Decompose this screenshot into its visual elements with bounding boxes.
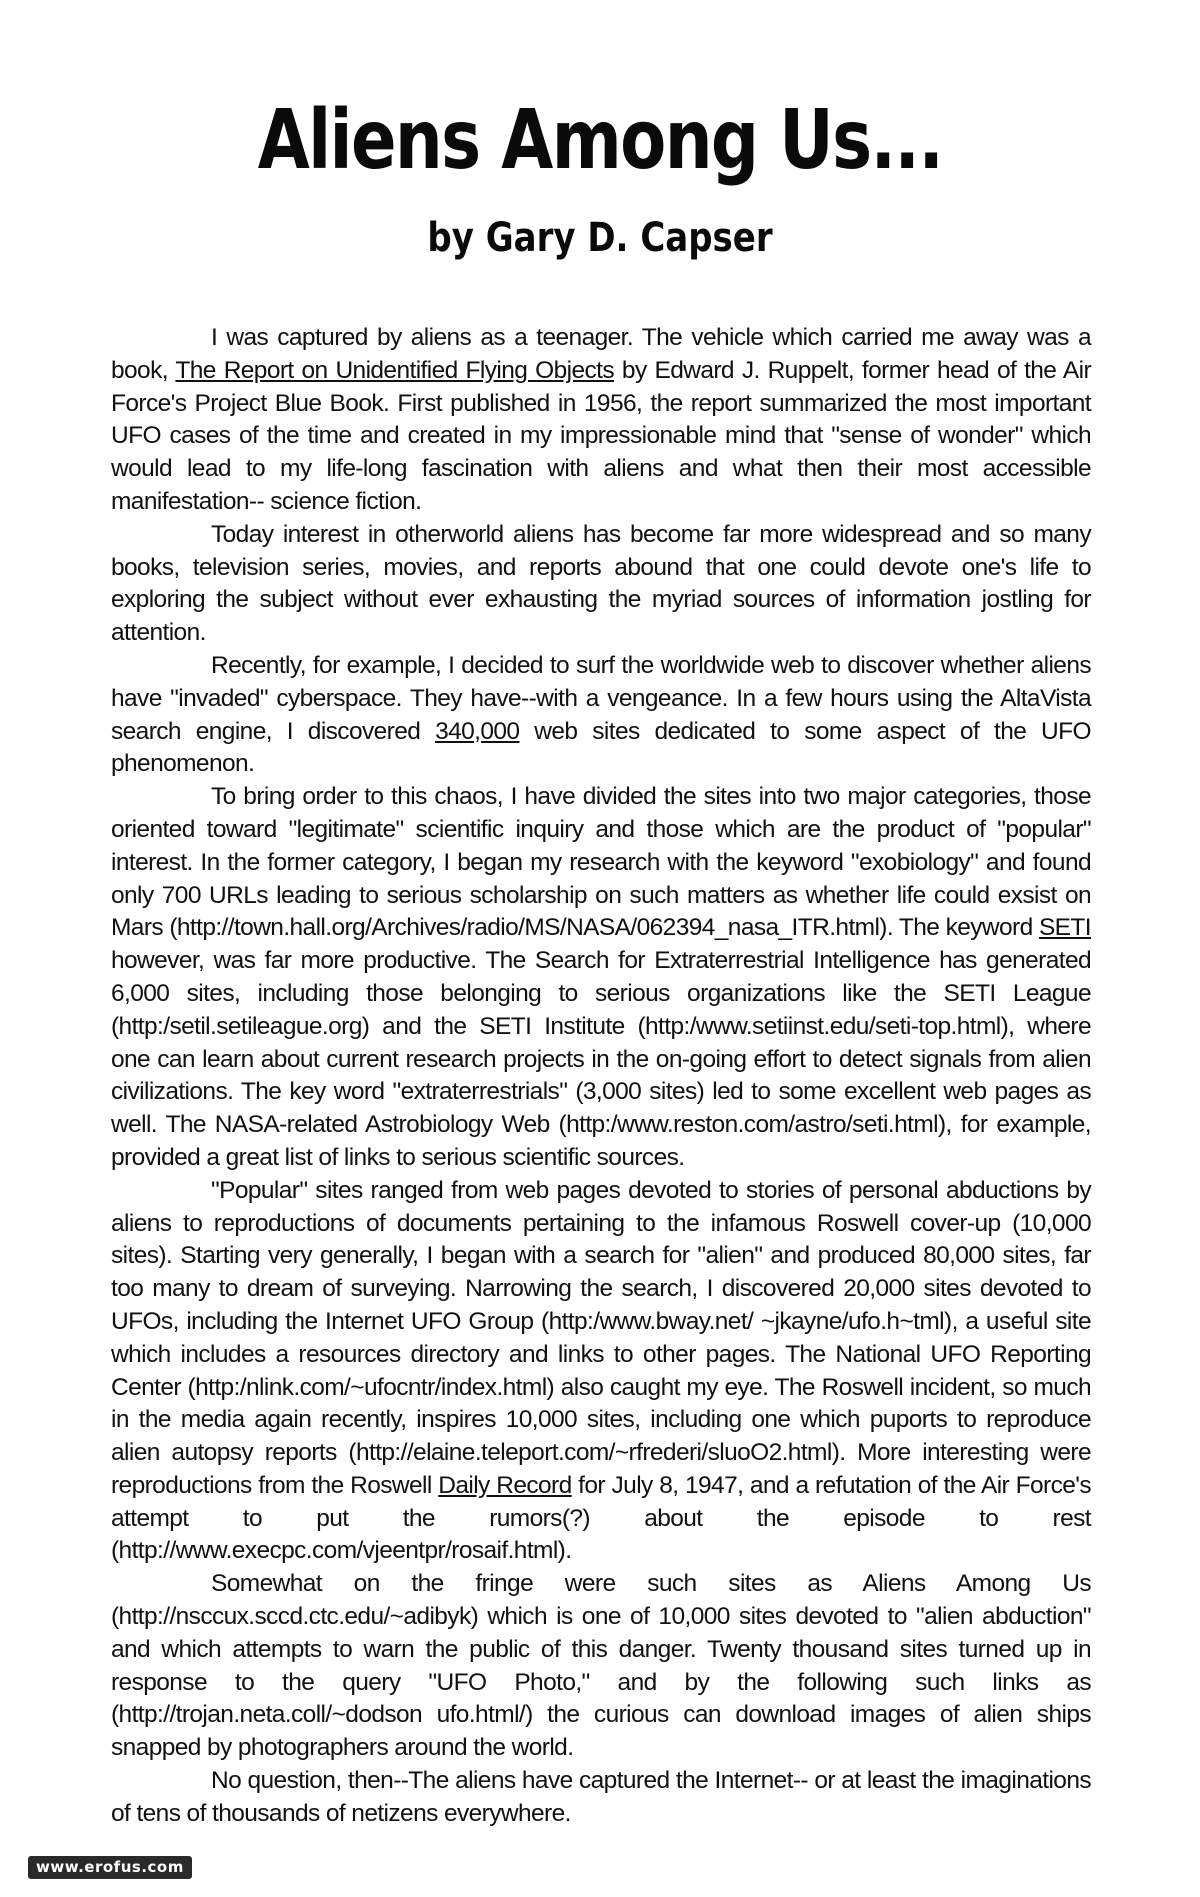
paragraph-3: Recently, for example, I decided to surf the worldwide web to discover whether aliens have "invaded" cyberspace. They have--with a vengeance. In a few hours using the AltaVista search engine, I discovered 340,000 web sites dedicated to some aspect of the UFO phenomenon. bbox=[111, 651, 1091, 778]
article-byline: by Gary D. Capser bbox=[427, 215, 773, 261]
site-count: 340,000 bbox=[435, 717, 520, 745]
paragraph-1: I was captured by aliens as a teenager. The vehicle which carried me away was a book, The Report on Unidentified Flying Objects by Edward J. Ruppelt, former head of the Air Force's Project Blue Book. First published in 1956, the report summarized the most important UFO cases of the time and created in my impressionable mind that "sense of wonder" which would lead to my life-long fascination with aliens and what then their most accessible manifestation-- science fiction. bbox=[111, 324, 1092, 515]
article-title: Aliens Among Us... bbox=[257, 93, 943, 188]
watermark: www.erofus.com bbox=[28, 1856, 192, 1879]
paragraph-4: To bring order to this chaos, I have divided the sites into two major categories, those oriented toward "legitimate" scientific inquiry and those which are the product of "popular" interest. In the former category, I began my research with the keyword "exobiology" and found only 700 URLs leading to serious scholarship on such matters as whether life could exsist on Mars (http://town.hall.org/Archives/radio/MS/NASA/062394_nasa_ITR.html). The keyword SETI however, was far more productive. The Search for Extraterrestrial Intelligence has generated 6,000 sites, including those belonging to serious organizations like the SETI League (http:/setil.setileague.org) and the SETI Institute (http:/www.setiinst.edu/seti-top.html), where one can learn about current research projects in the on-going effort to detect signals from alien civilizations. The key word "extraterrestrials" (3,000 sites) led to some excellent web pages as well. The NASA-related Astrobiology Web (http:/www.reston.com/astro/seti.html), for example, provided a great list of links to serious scientific sources. bbox=[111, 783, 1091, 1171]
book-title: The Report on Unidentified Flying Objects bbox=[175, 356, 615, 384]
paragraph-5: "Popular" sites ranged from web pages devoted to stories of personal abductions by aliens to reproductions of documents pertaining to the infamous Roswell cover-up (10,000 sites). Starting very generally, I began with a search for "alien" and produced 80,000 sites, far too many to dream of surveying. Narrowing the search, I discovered 20,000 sites devoted to UFOs, including the Internet UFO Group (http:/www.bway.net/ ~jkayne/ufo.h~tml), a useful site which includes a resources directory and links to other pages. The National UFO Reporting Center (http:/nlink.com/~ufocntr/index.html) also caught my eye. The Roswell incident, so much in the media again recently, inspires 10,000 sites, including one which puports to reproduce alien autopsy reports (http://elaine.teleport.com/~rfrederi/sluoO2.html). More interesting were reproductions from the Roswell Daily Record for July 8, 1947, and a refutation of the Air Force's attempt to put the rumors(?) about the episode to rest (http://www.execpc.com/vjeentpr/rosaif.html). bbox=[111, 1176, 1091, 1565]
article-body bbox=[111, 322, 1091, 1831]
newspaper-title: Daily Record bbox=[438, 1471, 572, 1499]
paragraph-2: Today interest in otherworld aliens has become far more widespread and so many books, television series, movies, and reports abound that one could devote one's life to exploring the subject without ever exhausting the myriad sources of information jostling for attention. bbox=[111, 520, 1091, 647]
paragraph-6: Somewhat on the fringe were such sites as Aliens Among Us (http://nsccux.sccd.ctc.edu/~adibyk) which is one of 10,000 sites devoted to "alien abduction" and which attempts to warn the public of this danger. Twenty thousand sites turned up in response to the query "UFO Photo," and by the following such links as (http://trojan.neta.coll/~dodson ufo.html/) the curious can download images of alien ships snapped by photographers around the world. bbox=[111, 1570, 1091, 1762]
paragraph-7: No question, then--The aliens have captured the Internet-- or at least the imaginations of tens of thousands of netizens everywhere. bbox=[111, 1767, 1091, 1827]
seti-keyword: SETI bbox=[1038, 914, 1091, 942]
